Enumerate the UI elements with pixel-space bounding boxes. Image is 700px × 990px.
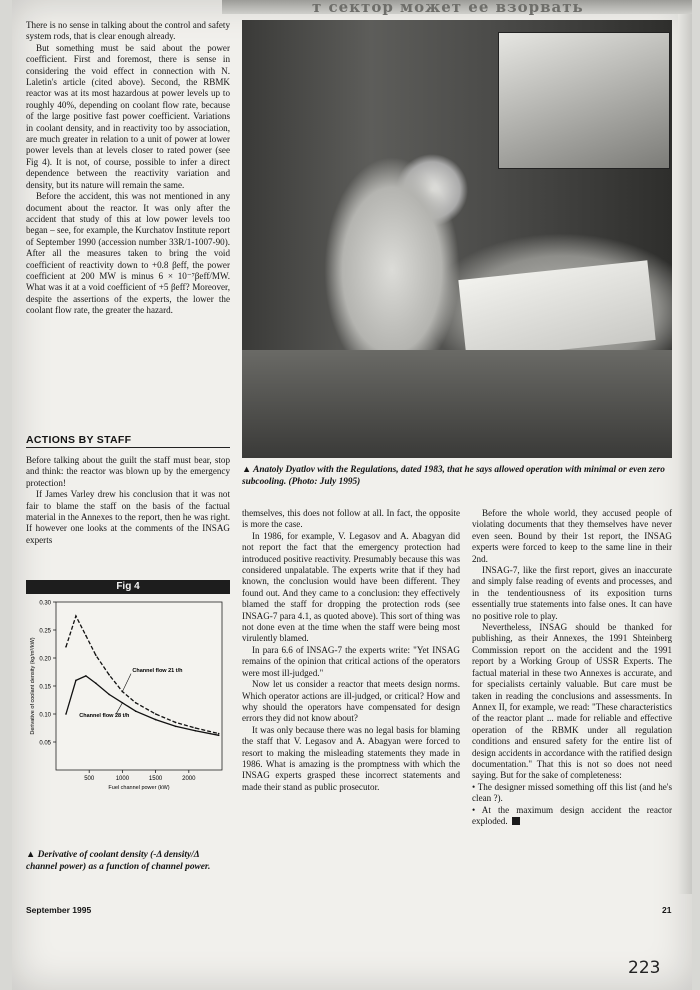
data-point — [218, 734, 220, 736]
middle-column — [242, 508, 460, 793]
desk — [242, 350, 672, 458]
y-axis-label: Derivative of coolant density (kg/m³/kW) — [30, 637, 36, 735]
data-point — [135, 710, 137, 712]
left-column-top — [26, 20, 230, 317]
data-point — [75, 615, 77, 617]
figure-caption: ▲ Derivative of coolant density (-Δ density/Δ channel power) as a function of channel power. — [26, 850, 211, 872]
data-point — [85, 635, 87, 637]
bleed-heading: т сектор может ее взорвать — [312, 0, 584, 16]
series-label-2: Channel flow 28 t/h — [79, 712, 130, 719]
data-point — [95, 654, 97, 656]
data-point — [75, 680, 77, 682]
chart-svg — [26, 594, 230, 820]
section-heading: ACTIONS BY STAFF — [26, 434, 230, 448]
data-point — [65, 646, 67, 648]
right-column — [472, 508, 672, 827]
x-tick-label: 2000 — [182, 776, 196, 782]
photo-caption: ▲ Anatoly Dyatlov with the Regulations, dated 1983, that he says allowed operation with minimal or even zero subcooling. (Photo: July 1995) — [242, 465, 665, 487]
paragraph: INSAG-7, like the first report, gives an inaccurate and simply false reading of events and processes, and in the tendentiousness of its exposition turns essentially true statements into false ones. It can have no positive role to play. — [472, 565, 672, 621]
wall-photo — [498, 32, 670, 169]
magazine-page — [12, 0, 692, 990]
figure-title: Fig 4 — [26, 580, 230, 594]
paragraph: Before the whole world, they accused people of violating documents that they themselves have never even seen. Bound by their 1st report, the INSAG experts were forced to keep to the same line in their 2nd. — [472, 508, 672, 564]
paragraph: Now let us consider a reactor that meets design norms. Which operator actions are ill-judged, or critical? How and why should the operators have compensated for design errors they did not know about? — [242, 679, 460, 724]
left-column-bottom — [26, 455, 230, 546]
data-point — [108, 694, 110, 696]
footer-issue: September 1995 — [26, 905, 92, 915]
data-point — [175, 726, 177, 728]
y-tick-label: 0.10 — [39, 712, 51, 719]
facing-page-bleed — [222, 0, 692, 14]
data-point — [95, 682, 97, 684]
data-point — [155, 713, 157, 715]
bullet-text: • At the maximum design accident the reactor exploded. — [472, 804, 672, 826]
y-tick-label: 0.15 — [39, 684, 51, 691]
data-point — [155, 719, 157, 721]
data-point — [65, 713, 67, 715]
papers-on-desk — [458, 260, 655, 359]
bullet-item — [472, 805, 672, 828]
paragraph: In 1986, for example, V. Legasov and A. Abagyan did not report the fact that the emergency protection had introduced positive reactivity. Presumably because this was considered unpalatable. The experts write that if they had known, the conclusion would have been different. They found out. And they came to a conclusion: they effectively blamed the staff for dropping the protection rods (see INSAG-7 para 4.1, as quoted above). This sort of thing was not done even at the time when the staff were being most virulently blamed. — [242, 530, 460, 644]
paragraph: But something must be said about the power coefficient. First and foremost, there is sense in considering the void effect in connection with N. Laletin's article (cited above). Second, the RBMK reactor was at its most hazardous at power levels up to roughly 40%, depending on coolant flow rate, because of the large positive fast power coefficient. Variations in coolant density, and in reactivity too by association, are much greater in relation to a unit of power at lower power levels than at levels closer to rated power (see Fig 4). It is not, of course, possible to infer a direct dependence between the reactivity variation and density, but its nature will remain the same. — [26, 42, 230, 190]
x-tick-label: 500 — [84, 776, 95, 782]
data-point — [135, 702, 137, 704]
data-point — [218, 733, 220, 735]
paragraph: There is no sense in talking about the control and safety system rods, that is clear enough already. — [26, 20, 230, 42]
footer-page-number: 21 — [662, 905, 672, 915]
data-point — [195, 727, 197, 729]
x-tick-label: 1500 — [148, 776, 163, 782]
paragraph: Nevertheless, INSAG should be thanked for publishing, as their Annexes, the 1991 Shteinberg Commission report on the accident and the 1991 report by a Working Group of USSR Experts. The factual material in these two Annexes is accurate, and for specialists certainly valuable. But care must be taken in reading the conclusions and assessments. In Annex II, for example, we read: "These characteristics of the reactor plant ... made for reliable and effective operation of the RBMK under all regulation conditions and ensured safety for the entire list of design accidents in accordance with the ratified design documentation." That this is not so does not need saying. But for the sake of completeness: — [472, 622, 672, 781]
paragraph: It was only because there was no legal basis for blaming the staff that V. Legasov and A. Abagyan were forced to resort to making the misleading statements they made in 1986. What is amazing is the promptness with which the INSAG experts grasped these incorrect statements and made their stand as public prosecutor. — [242, 724, 460, 792]
paragraph: Before the accident, this was not mentioned in any document about the reactor. It was only after the accident that study of this at low power levels too began – see, for example, the Kurchatov Institute report of September 1990 (accession number 33R/1-1007-90). After all the measures taken to bring the void coefficient of reactivity down to +0.8 βeff, the power coefficient at 200 MW is minus 6 × 10⁻⁷βeff/MW. What was it at a void coefficient of +5 βeff? Moreover, despite the assertions of the experts, the lower the coolant flow rate, the greater the hazard. — [26, 191, 230, 316]
y-tick-label: 0.25 — [39, 628, 51, 635]
paragraph: If James Varley drew his conclusion that it was not fair to blame the staff on the basis of the factual material in the Annexes to the report, then he was right. If however one looks at the comments of the INSAG experts — [26, 489, 230, 545]
data-point — [85, 675, 87, 677]
paragraph: Before talking about the guilt the staff must bear, stop and think: the reactor was blown up by the emergency protection! — [26, 455, 230, 488]
photograph-dyatlov — [242, 20, 672, 458]
y-tick-label: 0.30 — [39, 600, 51, 607]
y-tick-label: 0.05 — [39, 740, 51, 747]
right-edge-bleed — [678, 14, 692, 894]
series-label-1: Channel flow 21 t/h — [132, 668, 183, 674]
end-mark-icon — [512, 817, 520, 825]
x-tick-label: 1000 — [115, 776, 130, 782]
data-point — [175, 722, 177, 724]
paragraph: In para 6.6 of INSAG-7 the experts write: "Yet INSAG remains of the opinion that critical actions of the operators were most ill-judged." — [242, 644, 460, 678]
x-axis-label: Fuel channel power (kW) — [108, 785, 170, 791]
paragraph: themselves, this does not follow at all. In fact, the opposite is more the case. — [242, 508, 460, 530]
data-point — [195, 730, 197, 732]
data-point — [108, 674, 110, 676]
bullet-item: • The designer missed something off this list (and he's clean ?). — [472, 781, 672, 804]
figure-4 — [26, 580, 230, 820]
archive-page-number: 223 — [628, 958, 661, 978]
y-tick-label: 0.20 — [39, 656, 51, 663]
